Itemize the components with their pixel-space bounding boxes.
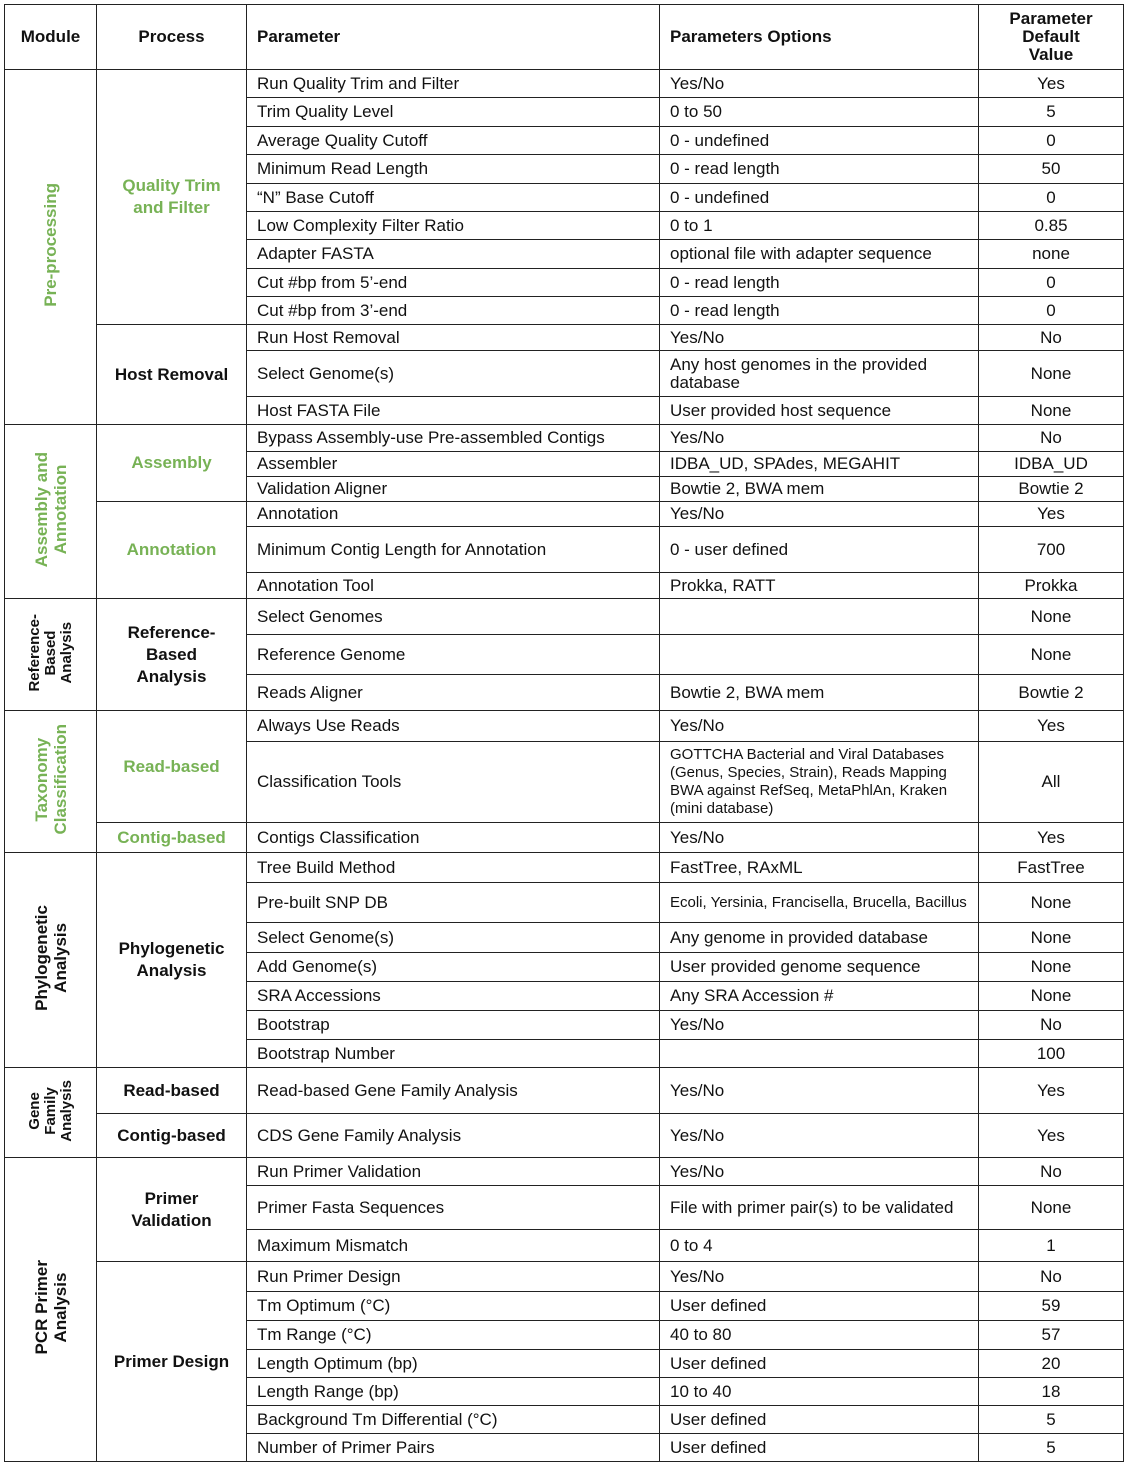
- parameter-header: Parameter: [247, 5, 660, 70]
- options-cell: [660, 635, 979, 675]
- table-row: [5, 502, 1124, 527]
- parameter-cell: Read-based Gene Family Analysis: [247, 1068, 660, 1114]
- default-cell: Yes: [979, 1114, 1124, 1158]
- module-label: Taxonomy Classification: [31, 724, 70, 835]
- options-cell: 10 to 40: [660, 1378, 979, 1406]
- options-cell: [660, 599, 979, 635]
- options-cell: 0 - undefined: [660, 127, 979, 155]
- default-cell: None: [979, 351, 1124, 397]
- parameter-cell: Run Quality Trim and Filter: [247, 70, 660, 98]
- default-cell: 0.85: [979, 212, 1124, 240]
- options-cell: GOTTCHA Bacterial and Viral Databases (Genus, Species, Strain), Reads Mapping BWA against RefSeq, MetaPhlAn, Kraken (mini database): [660, 742, 979, 823]
- parameter-cell: Run Primer Design: [247, 1262, 660, 1292]
- default-cell: None: [979, 397, 1124, 425]
- module-label: Assembly and Annotation: [31, 451, 70, 568]
- process-cell: Annotation: [97, 502, 247, 599]
- process-cell: Primer Validation: [97, 1158, 247, 1262]
- default-cell: None: [979, 1186, 1124, 1230]
- module-label: Reference- Based Analysis: [25, 613, 75, 692]
- table-row: [5, 711, 1124, 742]
- options-cell: 0 to 50: [660, 98, 979, 127]
- options-cell: User defined: [660, 1406, 979, 1434]
- default-cell: 700: [979, 527, 1124, 573]
- options-cell: Yes/No: [660, 1068, 979, 1114]
- parameter-cell: Average Quality Cutoff: [247, 127, 660, 155]
- options-cell: Any SRA Accession #: [660, 982, 979, 1011]
- table-row: [5, 70, 1124, 98]
- default-cell: 0: [979, 184, 1124, 212]
- table-row: [5, 1158, 1124, 1186]
- default-cell: No: [979, 325, 1124, 351]
- options-cell: Yes/No: [660, 1158, 979, 1186]
- options-cell: 0 - read length: [660, 297, 979, 325]
- options-header: Parameters Options: [660, 5, 979, 70]
- parameter-cell: Assembler: [247, 452, 660, 477]
- parameter-table-container: [4, 4, 1124, 1462]
- process-cell: Read-based: [97, 711, 247, 823]
- options-cell: User defined: [660, 1292, 979, 1321]
- parameter-cell: Length Range (bp): [247, 1378, 660, 1406]
- default-cell: 5: [979, 1406, 1124, 1434]
- parameter-cell: Number of Primer Pairs: [247, 1434, 660, 1462]
- parameter-cell: Host FASTA File: [247, 397, 660, 425]
- default-cell: 50: [979, 155, 1124, 184]
- table-row: [5, 1068, 1124, 1114]
- options-cell: Yes/No: [660, 711, 979, 742]
- module-cell: [5, 599, 97, 711]
- options-cell: Ecoli, Yersinia, Francisella, Brucella, Bacillus: [660, 883, 979, 923]
- parameter-cell: Minimum Read Length: [247, 155, 660, 184]
- options-cell: File with primer pair(s) to be validated: [660, 1186, 979, 1230]
- process-cell: Primer Design: [97, 1262, 247, 1462]
- options-cell: optional file with adapter sequence: [660, 240, 979, 269]
- table-row: [5, 853, 1124, 883]
- default-cell: None: [979, 982, 1124, 1011]
- options-cell: Any host genomes in the provided database: [660, 351, 979, 397]
- parameter-cell: Run Host Removal: [247, 325, 660, 351]
- options-cell: Yes/No: [660, 70, 979, 98]
- options-cell: 0 - read length: [660, 155, 979, 184]
- parameter-cell: Length Optimum (bp): [247, 1350, 660, 1378]
- table-row: [5, 425, 1124, 452]
- table-row: [5, 823, 1124, 853]
- module-cell: [5, 70, 97, 425]
- options-cell: Yes/No: [660, 325, 979, 351]
- default-cell: No: [979, 1158, 1124, 1186]
- default-cell: Yes: [979, 823, 1124, 853]
- table-row: [5, 1262, 1124, 1292]
- parameter-cell: Always Use Reads: [247, 711, 660, 742]
- default-cell: Yes: [979, 711, 1124, 742]
- parameter-cell: Tree Build Method: [247, 853, 660, 883]
- parameter-cell: Low Complexity Filter Ratio: [247, 212, 660, 240]
- parameter-table: [4, 4, 1124, 1462]
- parameter-cell: Select Genome(s): [247, 923, 660, 953]
- options-cell: Yes/No: [660, 1011, 979, 1040]
- parameter-cell: Run Primer Validation: [247, 1158, 660, 1186]
- options-cell: 0 to 4: [660, 1230, 979, 1262]
- default-cell: None: [979, 599, 1124, 635]
- default-cell: None: [979, 883, 1124, 923]
- default-cell: 5: [979, 98, 1124, 127]
- default-cell: 1: [979, 1230, 1124, 1262]
- default-cell: 5: [979, 1434, 1124, 1462]
- default-cell: Yes: [979, 502, 1124, 527]
- module-label: Phylogenetic Analysis: [31, 905, 70, 1011]
- options-cell: Yes/No: [660, 1114, 979, 1158]
- default-header: Parameter Default Value: [979, 5, 1124, 70]
- parameter-cell: Cut #bp from 5’-end: [247, 269, 660, 297]
- default-cell: Prokka: [979, 573, 1124, 599]
- options-cell: User defined: [660, 1434, 979, 1462]
- default-cell: 0: [979, 297, 1124, 325]
- process-header: Process: [97, 5, 247, 70]
- default-cell: No: [979, 1011, 1124, 1040]
- parameter-cell: SRA Accessions: [247, 982, 660, 1011]
- parameter-cell: Bootstrap: [247, 1011, 660, 1040]
- parameter-cell: Reads Aligner: [247, 675, 660, 711]
- default-cell: No: [979, 425, 1124, 452]
- default-cell: 57: [979, 1321, 1124, 1350]
- module-cell: [5, 425, 97, 599]
- process-cell: Host Removal: [97, 325, 247, 425]
- parameter-cell: Annotation: [247, 502, 660, 527]
- process-cell: Reference- Based Analysis: [97, 599, 247, 711]
- parameter-cell: Trim Quality Level: [247, 98, 660, 127]
- parameter-cell: Add Genome(s): [247, 953, 660, 982]
- options-cell: 0 - user defined: [660, 527, 979, 573]
- table-row: [5, 325, 1124, 351]
- options-cell: Prokka, RATT: [660, 573, 979, 599]
- default-cell: 100: [979, 1040, 1124, 1068]
- process-cell: Assembly: [97, 425, 247, 502]
- parameter-cell: Tm Optimum (°C): [247, 1292, 660, 1321]
- process-cell: Contig-based: [97, 823, 247, 853]
- module-label: Gene Family Analysis: [25, 1079, 75, 1142]
- header-row: [5, 5, 1124, 70]
- parameter-cell: “N” Base Cutoff: [247, 184, 660, 212]
- default-cell: 0: [979, 127, 1124, 155]
- options-cell: 0 - read length: [660, 269, 979, 297]
- parameter-cell: Classification Tools: [247, 742, 660, 823]
- module-label: Pre-processing: [41, 183, 60, 307]
- options-cell: Yes/No: [660, 823, 979, 853]
- default-cell: Yes: [979, 70, 1124, 98]
- parameter-cell: Contigs Classification: [247, 823, 660, 853]
- process-cell: Contig-based: [97, 1114, 247, 1158]
- module-label: PCR Primer Analysis: [31, 1260, 70, 1355]
- default-cell: None: [979, 923, 1124, 953]
- default-cell: FastTree: [979, 853, 1124, 883]
- options-cell: User defined: [660, 1350, 979, 1378]
- options-cell: 40 to 80: [660, 1321, 979, 1350]
- default-cell: Yes: [979, 1068, 1124, 1114]
- default-cell: No: [979, 1262, 1124, 1292]
- options-cell: Yes/No: [660, 1262, 979, 1292]
- options-cell: [660, 1040, 979, 1068]
- default-cell: IDBA_UD: [979, 452, 1124, 477]
- default-cell: 18: [979, 1378, 1124, 1406]
- parameter-cell: Bypass Assembly-use Pre-assembled Contigs: [247, 425, 660, 452]
- options-cell: User provided genome sequence: [660, 953, 979, 982]
- parameter-cell: Bootstrap Number: [247, 1040, 660, 1068]
- parameter-cell: Cut #bp from 3’-end: [247, 297, 660, 325]
- parameter-cell: CDS Gene Family Analysis: [247, 1114, 660, 1158]
- parameter-cell: Select Genomes: [247, 599, 660, 635]
- options-cell: IDBA_UD, SPAdes, MEGAHIT: [660, 452, 979, 477]
- options-cell: Any genome in provided database: [660, 923, 979, 953]
- options-cell: 0 - undefined: [660, 184, 979, 212]
- options-cell: Yes/No: [660, 425, 979, 452]
- parameter-cell: Minimum Contig Length for Annotation: [247, 527, 660, 573]
- module-cell: [5, 1158, 97, 1462]
- options-cell: 0 to 1: [660, 212, 979, 240]
- options-cell: Bowtie 2, BWA mem: [660, 477, 979, 502]
- parameter-cell: Maximum Mismatch: [247, 1230, 660, 1262]
- module-cell: [5, 853, 97, 1068]
- default-cell: none: [979, 240, 1124, 269]
- module-cell: [5, 1068, 97, 1158]
- parameter-cell: Primer Fasta Sequences: [247, 1186, 660, 1230]
- parameter-cell: Pre-built SNP DB: [247, 883, 660, 923]
- default-cell: All: [979, 742, 1124, 823]
- parameter-cell: Tm Range (°C): [247, 1321, 660, 1350]
- options-cell: Yes/No: [660, 502, 979, 527]
- parameter-cell: Validation Aligner: [247, 477, 660, 502]
- parameter-cell: Select Genome(s): [247, 351, 660, 397]
- process-cell: Phylogenetic Analysis: [97, 853, 247, 1068]
- default-cell: None: [979, 953, 1124, 982]
- options-cell: Bowtie 2, BWA mem: [660, 675, 979, 711]
- options-cell: User provided host sequence: [660, 397, 979, 425]
- table-row: [5, 1114, 1124, 1158]
- default-cell: Bowtie 2: [979, 675, 1124, 711]
- default-cell: 0: [979, 269, 1124, 297]
- default-cell: None: [979, 635, 1124, 675]
- process-cell: Quality Trim and Filter: [97, 70, 247, 325]
- module-cell: [5, 711, 97, 853]
- process-cell: Read-based: [97, 1068, 247, 1114]
- options-cell: FastTree, RAxML: [660, 853, 979, 883]
- default-cell: 20: [979, 1350, 1124, 1378]
- default-cell: 59: [979, 1292, 1124, 1321]
- default-cell: Bowtie 2: [979, 477, 1124, 502]
- parameter-cell: Background Tm Differential (°C): [247, 1406, 660, 1434]
- table-row: [5, 599, 1124, 635]
- parameter-cell: Reference Genome: [247, 635, 660, 675]
- module-header: Module: [5, 5, 97, 70]
- parameter-cell: Annotation Tool: [247, 573, 660, 599]
- parameter-cell: Adapter FASTA: [247, 240, 660, 269]
